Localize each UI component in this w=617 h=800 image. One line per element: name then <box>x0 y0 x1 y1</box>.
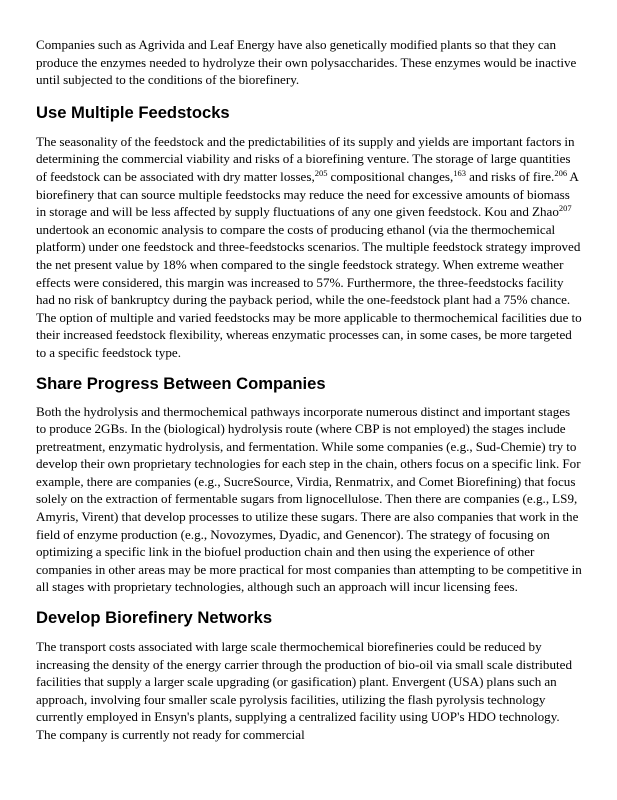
feedstocks-text-a: The seasonality of the feedstock and the predictabilities of its supply and yields are important factors in determining the commercial viability and risks of a biorefining venture. The storage of large quantities of feedstock can be associated with dry matter losses, <box>36 133 575 184</box>
reference-163: 163 <box>453 167 467 178</box>
document-page <box>36 36 582 744</box>
feedstocks-text-e: undertook an economic analysis to compare the costs of producing ethanol (via the thermochemical platform) under one feedstock and three-feedstocks scenarios. The multiple feedstock strategy improved the net present value by 18% when compared to the single feedstock strategy. When extreme weather effects were considered, this margin was increased to 57%. Furthermore, the three-feedstocks facility had no risk of bankruptcy during the payback period, while the one-feedstock plant had a 75% chance. The option of multiple and varied feedstocks may be more applicable to thermochemical facilities due to their increased feedstock flexibility, whereas enzymatic processes can, in some cases, be more targeted to a specific feedstock type. <box>36 221 582 360</box>
feedstocks-text-b: compositional changes, <box>327 168 454 184</box>
progress-paragraph: Both the hydrolysis and thermochemical pathways incorporate numerous distinct and important stages to produce 2GBs. In the (biological) hydrolysis route (where CBP is not employed) the stages include pretreatment, enzymatic hydrolysis, and fermentation. While some companies (e.g., Sud-Chemie) try to develop their own proprietary technologies for each step in the chain, others focus on a specific link. For example, there are companies (e.g., SucreSource, Virdia, Renmatrix, and Comet Biorefining) that focus solely on the extraction of fermentable sugars from lignocellulose. Then there are companies (e.g., LS9, Amyris, Virent) that develop processes to utilize these sugars. There are also companies that work in the field of enzyme production (e.g., Novozymes, Dyadic, and Genencor). The strategy of focusing on optimizing a specific link in the biofuel production chain and then using the experience of other companies in other areas may be more practical for most companies than attempting to be competitive in all stages with proprietary technologies, although such an approach will incur licensing fees. <box>36 403 582 595</box>
reference-206: 206 <box>554 167 568 178</box>
intro-paragraph: Companies such as Agrivida and Leaf Energy have also genetically modified plants so that they can produce the enzymes needed to hydrolyze their own polysaccharides. These enzymes would be inactive until subjected to the conditions of the biorefinery. <box>36 37 577 88</box>
networks-paragraph: The transport costs associated with large scale thermochemical biorefineries could be reduced by increasing the density of the energy carrier through the production of bio-oil via small scale distributed facilities that supply a larger scale upgrading (or gasification) plant. Envergent (USA) plans such an approach, involving four smaller scale pyrolysis facilities, utilizing the flash pyrolysis technology currently employed in Ensyn's plants, supplying a centralized facility using UOP's HDO technology. The company is currently not ready for commercial <box>36 639 572 742</box>
reference-205: 205 <box>314 167 328 178</box>
reference-207: 207 <box>558 203 572 214</box>
feedstocks-text-c: and risks of fire. <box>466 168 555 184</box>
heading-develop-biorefinery-networks: Develop Biorefinery Networks <box>36 608 273 628</box>
heading-share-progress: Share Progress Between Companies <box>36 373 326 393</box>
feedstocks-paragraph <box>36 133 582 362</box>
feedstocks-text-d: A biorefinery that can source multiple feedstocks may reduce the need for excessive amounts of biomass in storage and will be less affected by supply fluctuations of any one given feedstock. Kou and Zhao <box>36 168 579 220</box>
heading-use-multiple-feedstocks: Use Multiple Feedstocks <box>36 102 230 122</box>
